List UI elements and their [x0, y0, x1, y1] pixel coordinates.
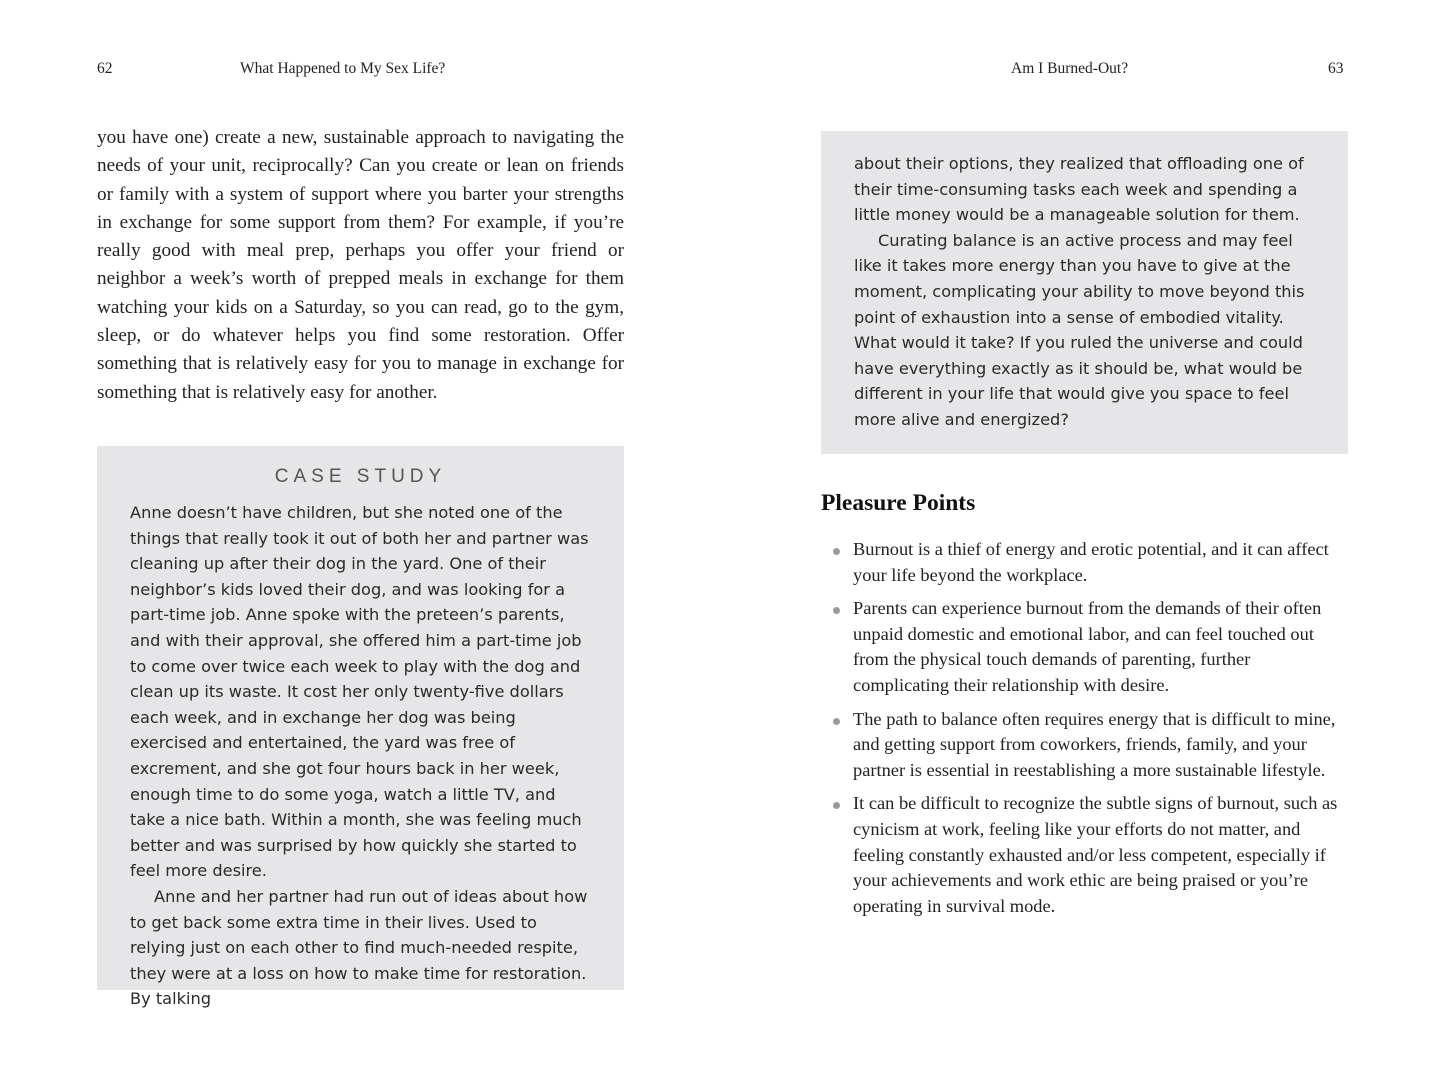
case-study-box: [97, 446, 624, 1009]
running-head: What Happened to My Sex Life?: [240, 60, 446, 77]
list-item: [821, 707, 1348, 784]
bullet-icon: [833, 548, 840, 555]
case-study-paragraph: Anne and her partner had run out of ideas about how to get back some extra time in their lives. Used to relying just on each other to find much-needed respite, they were at a loss on how to make time for restoration. By talking: [130, 886, 588, 1009]
right-page: [722, 0, 1445, 1084]
case-study-paragraph: Anne doesn’t have children, but she noted one of the things that really took it out of both her and partner was cleaning up after their dog in the yard. One of their neighbor’s kids loved their dog, and was looking for a part-time job. Anne spoke with the preteen’s parents, and with their approval, she offered him a part-time job to come over twice each week to play with the dog and clean up its waste. It cost her only twenty-five dollars each week, and in exchange her dog was being exercised and entertained, the yard was free of excrement, and she got four hours back in her week, enough time to do some yoga, watch a little TV, and take a nice bath. Within a month, she was feeling much better and was surprised by how quickly she started to feel more desire.: [130, 503, 589, 881]
body-paragraph: you have one) create a new, sustainable approach to navigating the needs of your unit, reciprocally? Can you create or lean on friends or family with a system of support where you barter your strengths in exchange for some support from them? For example, if you’re really good with meal prep, perhaps you offer your friend or neighbor a week’s worth of prepped meals in exchange for them watching your kids on a Saturday, so you can read, go to the gym, sleep, or do whatever helps you find some restoration. Offer something that is relatively easy for you to manage in exchange for something that is relatively easy for another.: [97, 127, 624, 403]
page-number: 63: [1328, 60, 1344, 77]
case-study-title: CASE STUDY: [274, 466, 447, 487]
pleasure-points-list: [821, 537, 1348, 927]
section-heading: Pleasure Points: [821, 490, 976, 516]
bullet-icon: [833, 718, 840, 725]
bullet-icon: [833, 607, 840, 614]
running-head: Am I Burned-Out?: [1011, 60, 1129, 77]
list-item: [821, 791, 1348, 919]
list-item: [821, 596, 1348, 698]
list-item-text: The path to balance often requires energy that is difficult to mine, and getting support from coworkers, friends, family, and your partner is essential in reestablishing a more sustainable lifestyle.: [853, 708, 1336, 780]
left-page: [0, 0, 722, 1084]
case-study-paragraph: Curating balance is an active process and may feel like it takes more energy than you have to give at the moment, complicating your ability to move beyond this point of exhaustion into a sense of embodied vitality. What would it take? If you ruled the universe and could have everything exactly as it should be, what would be different in your life that would give you space to feel more alive and energized?: [854, 230, 1305, 429]
case-study-paragraph: about their options, they realized that offloading one of their time-consuming tasks each week and spending a little money would be a manageable solution for them.: [854, 154, 1304, 225]
list-item: [821, 537, 1348, 588]
page-number: 62: [97, 60, 113, 77]
list-item-text: Burnout is a thief of energy and erotic potential, and it can affect your life beyond the workplace.: [853, 539, 1329, 585]
list-item-text: Parents can experience burnout from the demands of their often unpaid domestic and emotional labor, and can feel touched out from the physical touch demands of parenting, further complicating their relationship with desire.: [853, 598, 1322, 695]
bullet-icon: [833, 802, 840, 809]
list-item-text: It can be difficult to recognize the subtle signs of burnout, such as cynicism at work, feeling like your efforts do not matter, and feeling constantly exhausted and/or less competent, especially if your achievements and work ethic are being praised or you’re operating in survival mode.: [853, 793, 1338, 916]
case-study-continued-box: [821, 131, 1348, 454]
